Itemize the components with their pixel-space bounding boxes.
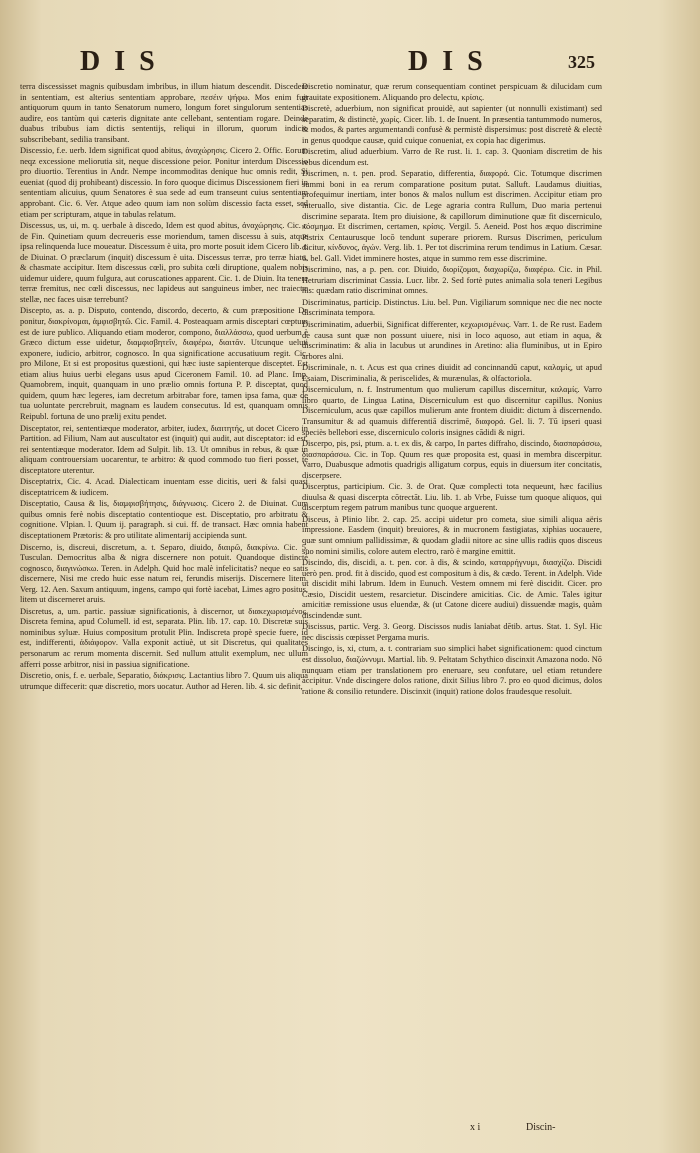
running-head-right: DIS [408, 46, 497, 77]
entry: Discretio, onis, f. e. uerbale, Separatio, διάκρισις. Lactantius libro 7. Quum uis aliqua utrumque diffecerit: quæ discretio, mors uocatur. Author ad Heren. lib. 4. sic definit, [20, 671, 308, 691]
entry: Discissus, partic. Verg. 3. Georg. Discissos nudis laniabat dētib. artus. Stat. 1. Syl. Hic nec discissis cœpisset Pergama muris. [302, 622, 602, 642]
entry: Discerniculum, n. f. Instrumentum quo mulierum capillus discernitur, καλαμίς. Varro libro quarto, de Lingua Latina, Discerniculum est quo discernitur capillus. Nonius Discerniculum, acus quæ capillos mulierum ante frontem diuidit: dictum à discernendo. Transumitur & ad quamuis differentiā discrimē, διαφορά. Gel. li. 7. Tū ipseri quasi speciès bellebori esse, discerniculo coloris insignes cādidi & nigri. [302, 385, 602, 437]
entry: Discretio nominatur, quæ rerum consequentiam continet perspicuam & dilucidam cum grauitate expositionem. Aliquando pro delectu, κρίσις. [302, 82, 602, 102]
entry: Discerptus, participium. Cic. 3. de Orat. Quæ complecti tota nequeunt, hæc facilius diuulsa & quasi discerpta cōtrectāt. Liu. lib. 1. ab Vrbe, Fuisse tum quoque aliquos, qui discerptum regem patrum manibus tunc quoque arguerent. [302, 482, 602, 513]
entry: Discindo, dis, discidi, a. t. pen. cor. à dis, & scindo, καταρρήγνυμι, διασχίζω. Discidi uerò pen. prod. fit à discido, quod est compositum à dis, & cædo. Terent. in Adelph. Vide ut discidit mihi labrum. Idem in Eunuch. Vestem omnem mi ferè discidit. Cicer. pro Cæsio, Discidit uestem, resarcietur. Discindere amicitias. Cic. de Amic. Tales igitur amicitiæ remissione usus eluendæ, & (ut Catone dicere audiui) dissuendæ magis, quàm discindendæ sunt. [302, 558, 602, 620]
catchword: Discin- [526, 1122, 556, 1133]
entry: Discessio, f.e. uerb. Idem significat quod abitus, ἀναχώρησις. Cicero 2. Offic. Eorum neqz excessione meliorutia sit, neque discessione peior. Ponitur interdum Discessio pro diuortio. Terentius in Andr. Nempe incommoditas denique huc omnis redit, Si eueniat (quod dij prohibeant) discessio. In foro quoque dicimus Discessionem fieri in sententiam alicuius, quum Senatores è sua sede ad eum transeunt cuius sententiam approbant. Cic. 6. Ver. Atque adeo quum iam non solùm discessio facta esset, sed etiam per scripturam, atque in tabulas relatum. [20, 146, 308, 219]
signature-mark: x i [470, 1122, 481, 1133]
entry: Discrimino, nas, a p. pen. cor. Diuido, διορίζομαι, διαχωρίζω, διαφέρω. Cic. in Phil. Hetruriam discriminat Cassia. Lucr. libr. 2. Sed fortè putes animalia sola teneri Legibus his: quædam ratio discriminat omnes. [302, 265, 602, 296]
entry: Discriminatus, particip. Distinctus. Liu. bel. Pun. Vigiliarum somnique nec die nec nocte discriminata tempora. [302, 297, 602, 318]
entry: Disceptatio, Causa & lis, διαμφισβήτησις, διάγνωσις. Cicero 2. de Diuinat. Cum quibus omnis ferè nobis disceptatio contentioque est. Disceptatio, pro arbitratu & cognitione. Vlpian. l. Quum ij. paragraph. si cui. ff. de transact. Hæc omnia habent disceptationem Prætoris: & pro utilitate alimentarij accipienda sunt. [20, 499, 308, 540]
entry: Disceptatrix, Cic. 4. Acad. Dialecticam inuentam esse dicitis, ueri & falsi quasi disceptatricem & iudicem. [20, 477, 308, 497]
entry: Discriminatim, aduerbii, Significat differenter, κεχωρισμένως. Varr. 1. de Re rust. Eadem de causa sunt quæ non possunt uiuere, nisi in loco aquoso, aut etiam in aqua, & discriminatim: & alia in lacubus ut arundines in Aretino: alia fluminibus, ut in Epiro arbores alni. [302, 320, 602, 361]
entry: Discretim, aliud aduerbium. Varro de Re rust. li. 1. cap. 3. Quoniam discretim de his rebus dicendum est. [302, 147, 602, 167]
running-head [0, 46, 700, 86]
page-number: 325 [568, 52, 595, 72]
entry: Disceus, à Plinio libr. 2. cap. 25. accipi uidetur pro cometa, siue simili aliqua aëris impressione. Easdem (inquit) breuiores, & in mucronem fastigiatas, xiphias uocauere, quæ sunt omnium pallidissimæ, & quodam gladii nitore ac sine ullis radiis quos disceus suo nomini similis, colore autem electro, rarò è margine emittit. [302, 514, 602, 556]
running-head-left: DIS [80, 46, 169, 77]
left-column [20, 82, 308, 693]
right-column [302, 82, 602, 698]
entry: Discrimen, n. t. pen. prod. Separatio, differentia, διαφορά. Cic. Totumque discrimen summi boni in ea rerum comparatione positum putat. Salluft. Laudamus diuitias, profequimur inertiam, inter bonos & malos nullum est discrimen. Accipitur etiam pro interuallo, sive distantia. Cic. de Lege agraria contra Rullum, Duo maria pertenui discrimine separata. Item pro diuisione, & capillorum diminutione quæ fit discerniculo, κόσμημα. Et discrimen, certamen, κρίσις. Vergil. 5. Aeneid. Post hos æquo discrimine Pistrix Centaurusque locō tendunt superare priorem. Rursus Discrimen, periculum dicitur, κίνδυνος, ἀγών. Verg. lib. 1. Per tot discrimina rerum tendimus in Latium. Cæsar. 6. bel. Gall. Videt imminere hostes, atque in summo rem esse discrimine. [302, 169, 602, 263]
entry: Discriminale, n. t. Acus est qua crines diuidit ad concinnandū caput, καλαμίς, ut apud Esaiam, Discriminalia, & periscelides, & murænulas, & olfactoriola. [302, 363, 602, 383]
entry: terra discessisset magnis quibusdam imbribus, in illum hiatum descendit. Discedere in sententiam, est alterius sententiam approbare, πεσέιν ψήφω. Mos enim fuit antiquorum quum in tanto Senatorum numero, longum foret singulorum sententias audire, eos tantùm qui cæteris dignitate ante cellebant, sententiam rogare. Deinde duabus tribubus iam dictis sententijs, reliqui in illorum, quorum indicio subscribebant, sedilia transibant. [20, 82, 308, 144]
entry: Discerpo, pis, psi, ptum. a. t. ex dis, & carpo, In partes diffraho, discindo, διασπαράσσω, διασπαράσσω. Cic. in Top. Quum res quæ proposita est, quasi in membra discerpitur. Varro, Duabusque admotis quadrigis alligatum corpus, equis in diuersum iter concitatis, discerpsere. [302, 439, 602, 480]
entry: Discingo, is, xi, ctum, a. t. contrariam suo simplici habet significationem: quod cinctum est dissoluo, διαζώννυμι. Martial. lib. 9. Peltatam Schythico discinxit Amazona nodo. Nō nunquam etiam per translationem pro eneruare, seu confutare, uel etiam retundere accipitur. Vnde discingere dolos ratione, dixit Silius libro 7. pro eo quod dicimus, dolos ratione & consilio retundere. Discinxit (inquit) ratione dolos fraudesque resoluit. [302, 644, 602, 696]
entry: Discretè, aduerbium, non significat prouidè, aut sapienter (ut nonnulli existimant) sed separatim, & distinctè, χωρίς. Cicer. lib. 1. de Inuent. In præsentia tantummodo numeros, & modos, & partes argumentandi confusè & permistè dispersimus: post discretè & electè in genus quodque causæ, quid cuique conueniat, ex copia hac digerimus. [302, 104, 602, 145]
entry: Disceptator, rei, sententiæque moderator, arbiter, iudex, διαιτητής, ut docet Cicero in Partition. ad Filium, Nam aut auscultator est (inquit) qui audit, aut disceptator: id est, rei sententiæque moderator. Idem ad Sulpit. lib. 13. Ut omnibus in rebus, & quæ in aliquam controuersiam uocarentur, te arbitro: & quod commodo tuo fieri posset, te disceptatore uterentur. [20, 423, 308, 475]
entry: Discepto, as. a. p. Disputo, contendo, discordo, decerto, & cum præpositione De ponitur, διακρίνομαι, ἀμφισβητῶ. Cic. Famil. 4. Posteaquam armis disceptari cœptum est de iure publico. Aliquando etiam moderor, compono, διαλλάσσω, quod uerbum è Græco dictum esse uidetur, διαμφισβητεῖν, διαφέρω, διαιτᾶν. Utcunque ueluti exponere, iudicio, arbitror, cognosco. In qua significatione accusatiuum regit. Cic. pro Milone, Et si est propositus quæstioni, qui hæc iuste sapienterque disceptet. Est etiam alius huius uerbi elegans usus apud Ciceronem Famil. 10. ad Planc. Imp. Quamobrem, inquit, quanquam in uno prælio omnis fortuna P. P. disceptat, quod quidem, quum hæc legeres, iam decretum arbitrabar fore, tamen ipsa fama, quæ de tua uoluntate percrebruit, magnam es laudem consecutus. Id est, quanquam omnis Reipubl. fortuna de uno prælij exitu pendet. [20, 306, 308, 421]
entry: Discerno, is, discreui, discretum, a. t. Separo, diuido, διαιρῶ, διακρίνω. Cic. 5. Tusculan. Democritus alba & nigra discernere non potuit. Quandoque distinctè cognosco, διαγινώσκω. Teren. in Adelph. Quid hoc malè infelicitatis? neque eo satis discernere, Nisi me credo huic esse natum rei, ferundis miserijs. Discernere litem. Verg. 12. Aen. Saxum antiquum, ingens, campo qui fortè iacebat, Limes agro positus, litem ut discerneret aruis. [20, 542, 308, 605]
entry: Discretus, a, um. partic. passiuæ significationis, à discernor, ut διακεχωρισμένος. Discreta femina, apud Columell. id est, separata. Plin. lib. 17. cap. 10. Discretæ suis nominibus syluæ. Huius compositum protulit Plin. Indiscreta propè specie fuere, id est, indifferenti, ἀδιάφορον. Valla exponit actiuè, ut sit Discretus, qui qualitates personarum ac rerum momenta discernit. Sed nullum attulit exemplum, nec ullum afferri posse arbitror, nisi in passiua significatione. [20, 606, 308, 669]
entry: Discessus, us, ui, m. q. uerbale à discedo, Idem est quod abitus, ἀναχώρησις. Cic. r. de Fin. Quinetiam quum decreueris esse moriendum, tamen discessu à suis, atque ipsa relinquenda luce moueatur. Discessum è uita, pro morte posuit idem Cicero lib. r. de Diuinat. O præclarum (inquit) discessum è uita. Discessus terræ, pro terræ hiatu, & chasmate accipitur. Item discessus cœli, pro subita cœli diruptione, qualem nobis uidemur uidere, quum fulgura, aut coruscationes apparent. Cic. 1. de Diuin. Ita tenere terræ fremitus, nec cœli discessus, nec lapideus aut sanguineus imber, nec traiectæ stellæ, nec faces uisæ terrebunt? [20, 221, 308, 304]
